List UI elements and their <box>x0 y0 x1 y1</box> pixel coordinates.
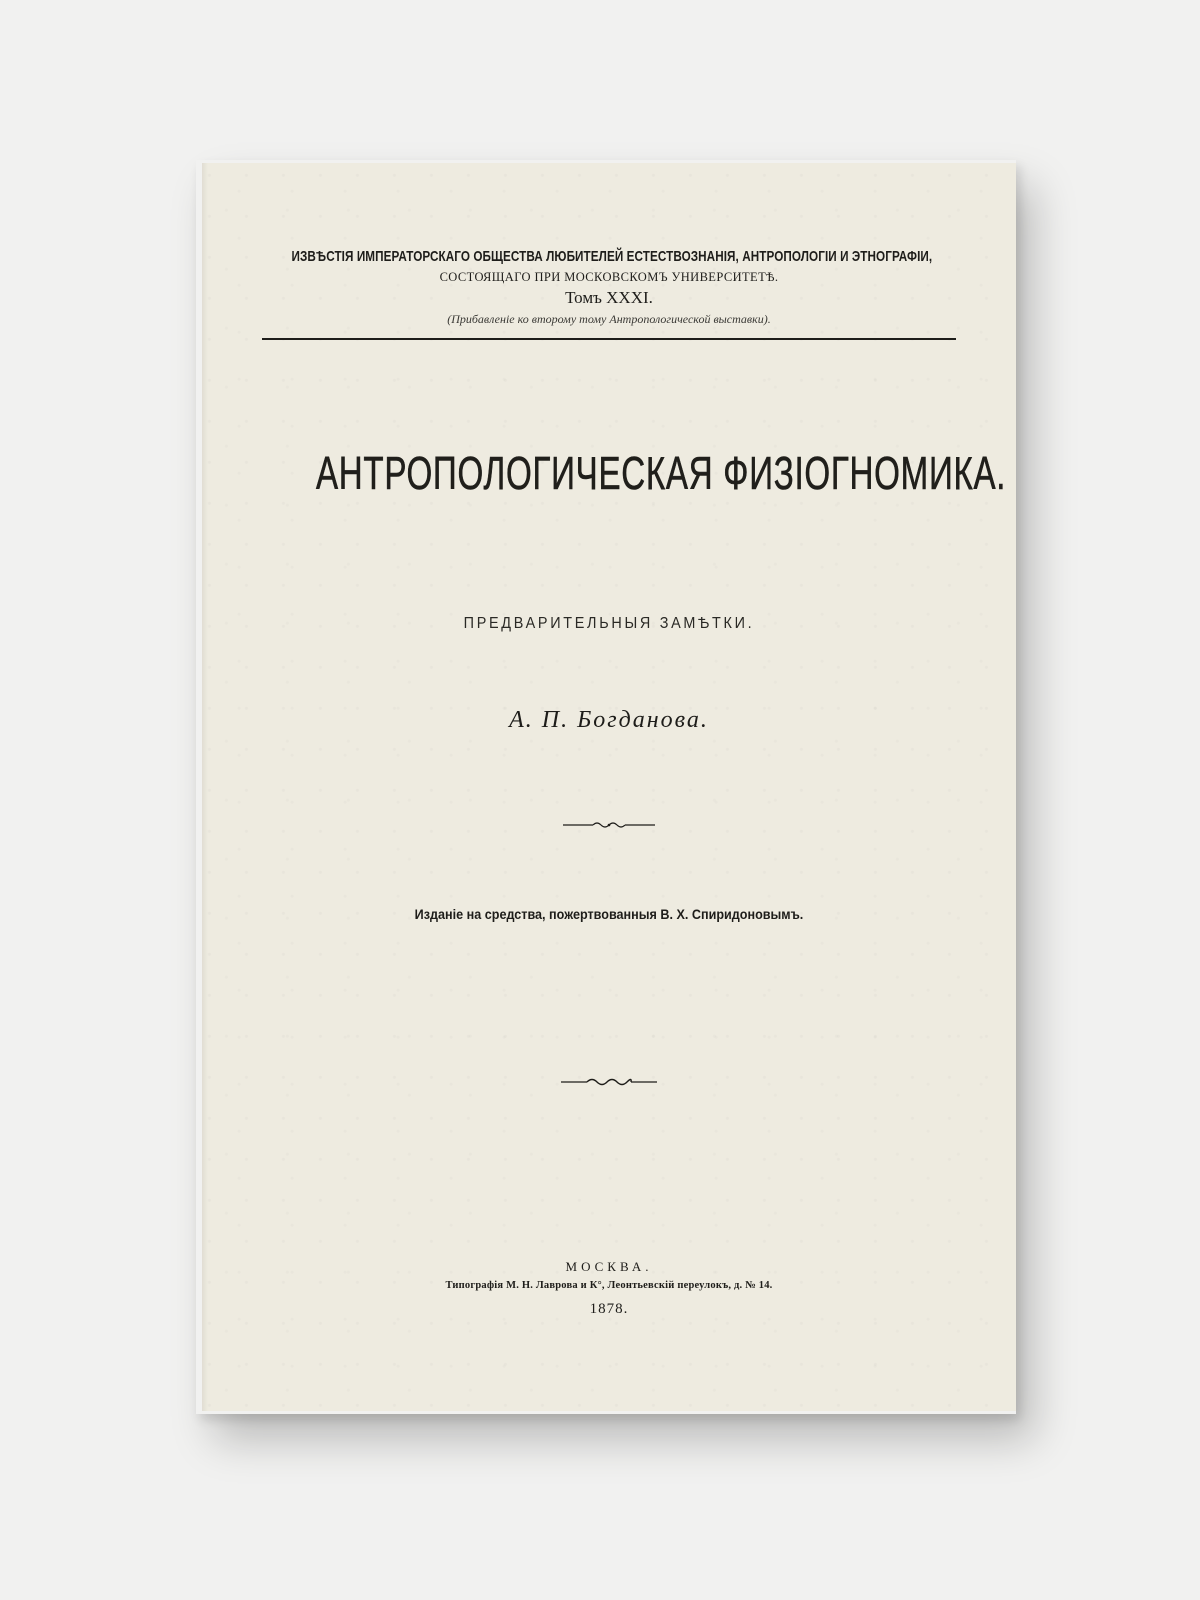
book-cover <box>202 163 1016 1411</box>
supplement-note: (Прибавленіе ко второму тому Антропологической выставки). <box>447 312 771 326</box>
ornament-divider-top <box>202 819 1016 831</box>
volume-number: Томъ XXXI. <box>565 288 653 307</box>
ornament-divider-bottom <box>202 1076 1016 1088</box>
spine-edge <box>202 163 208 1411</box>
publication-city: МОСКВА. <box>565 1259 653 1274</box>
series-title: ИЗВѢСТІЯ ИМПЕРАТОРСКАГО ОБЩЕСТВА ЛЮБИТЕЛЕЙ ЕСТЕСТВОЗНАНІЯ, АНТРОПОЛОГІИ И ЭТНОГРАФІИ, <box>291 248 933 265</box>
book-subtitle: ПРЕДВАРИТЕЛЬНЫЯ ЗАМѢТКИ. <box>463 615 755 632</box>
book-title: АНТРОПОЛОГИЧЕСКАЯ ФИЗІОГНОМИКА. <box>315 447 1007 499</box>
header-rule <box>262 338 956 340</box>
series-affiliation: СОСТОЯЩАГО ПРИ МОСКОВСКОМЪ УНИВЕРСИТЕТѢ. <box>439 270 779 284</box>
printer-imprint: Типографія М. Н. Лаврова и К°, Леонтьевскій переулокъ, д. № 14. <box>445 1280 773 1291</box>
author-name: А. П. Богданова. <box>509 707 709 733</box>
sponsor-note: Изданіе на средства, пожертвованныя В. Х. Спиридоновымъ. <box>414 906 804 922</box>
publication-year: 1878. <box>589 1301 629 1317</box>
